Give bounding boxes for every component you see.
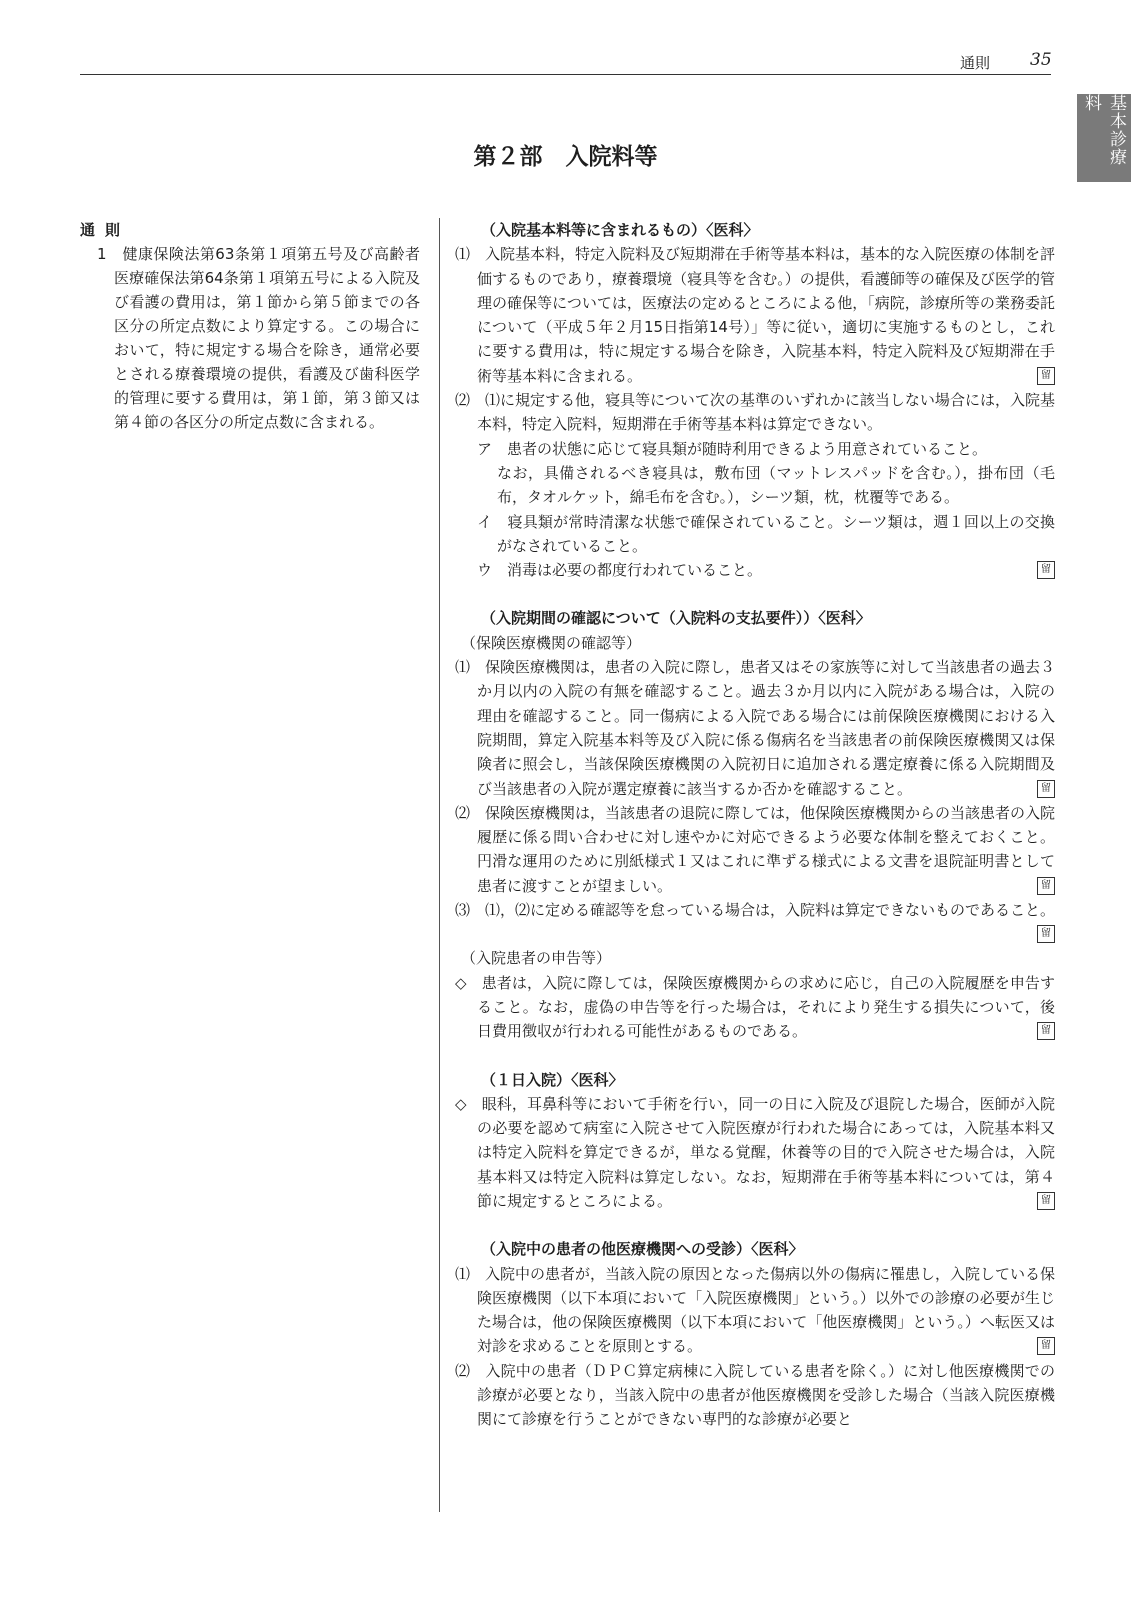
sub-heading: （入院患者の申告等） <box>461 949 612 968</box>
paragraph: ⑵ ⑴に規定する他，寝具等について次の基準のいずれかに該当しない場合には，入院基本料，特定入院料，短期滞在手術等基本料は算定できない。 <box>455 391 1055 434</box>
notice-mark-icon: 留 <box>1037 1337 1055 1355</box>
right-column <box>455 218 1055 1432</box>
notice-mark-icon: 留 <box>1037 1022 1055 1040</box>
section-heading: （入院中の患者の他医療機関への受診）〈医科〉 <box>481 1240 804 1259</box>
paragraph <box>455 898 1056 940</box>
paragraph-text: ◇ 眼科，耳鼻科等において手術を行い，同一の日に入院及び退院した場合，医師が入院の必要を認めて病室に入院させて入院医療が行われた場合にあっては，入院基本料又は特定入院料を算定できるが，単なる覚醒，休養等の目的で入院させた場合は，入院基本料又は特定入院料は算定しない。なお，短期滞在手術等基本料については，第４節に規定するところによる。 <box>455 1094 1055 1210</box>
paragraph <box>455 801 1055 898</box>
sub-paragraph <box>455 558 1055 582</box>
running-header-title: 通則 <box>960 54 991 72</box>
paragraph <box>455 971 1055 1044</box>
section-heading: （１日入院）〈医科〉 <box>481 1070 624 1089</box>
left-column <box>80 218 420 434</box>
paragraph <box>455 1092 1055 1213</box>
section-heading: （入院基本料等に含まれるもの）〈医科〉 <box>481 221 759 239</box>
paragraph-text: ◇ 患者は，入院に際しては，保険医療機関からの求めに応じ，自己の入院履歴を申告すること。なお，虚偽の申告等を行った場合は，それにより発生する損失について，後日費用徴収が行われる可能性があるものである。 <box>455 973 1055 1041</box>
paragraph <box>455 1262 1055 1359</box>
sub-paragraph: イ 寝具類が常時清潔な状態で確保されていること。シーツ類は，週１回以上の交換がなされていること。 <box>477 512 1055 555</box>
sub-paragraph: なお，具備されるべき寝具は，敷布団（マットレスパッドを含む。），掛布団（毛布，タオルケット，綿毛布を含む。），シーツ類，枕，枕覆等である。 <box>497 463 1055 507</box>
notice-mark-icon: 留 <box>1037 1192 1055 1210</box>
column-divider <box>439 218 440 1512</box>
sub-paragraph: ア 患者の状態に応じて寝具類が随時利用できるよう用意されていること。 <box>477 439 988 458</box>
paragraph-text: ⑶ ⑴，⑵に定める確認等を怠っている場合は，入院料は算定できないものであること。 <box>455 901 1056 920</box>
general-rules-heading: 通則 <box>80 221 131 239</box>
paragraph-text: ⑴ 入院基本料，特定入院料及び短期滞在手術等基本料は，基本的な入院医療の体制を評価するものであり，療養環境（寝具等を含む。）の提供，看護師等の確保及び医学的管理の確保等については，医療法の定めるところによる他，「病院，診療所等の業務委託について（平成５年２月15日指第14号）」等に従い，適切に実施するものとし，これに要する費用は，特に規定する場合を除き，入院基本料，特定入院料及び短期滞在手術等基本料に含まれる。 <box>455 245 1056 385</box>
paragraph <box>455 655 1055 801</box>
paragraph <box>455 242 1055 388</box>
paragraph-text: ウ 消毒は必要の都度行われていること。 <box>477 561 763 580</box>
chapter-side-tab: 基本診療料 <box>1077 94 1131 182</box>
page-number: 35 <box>1030 50 1052 70</box>
notice-mark-icon: 留 <box>1037 367 1055 385</box>
notice-mark-icon: 留 <box>1037 561 1055 579</box>
paragraph-text: ⑴ 入院中の患者が，当該入院の原因となった傷病以外の傷病に罹患し，入院している保険医療機関（以下本項において「入院医療機関」という。）以外での診療の必要が生じた場合は，他の保険医療機関（以下本項において「他医療機関」という。）へ転医又は対診を求めることを原則とする。 <box>455 1264 1056 1356</box>
notice-mark-icon: 留 <box>1037 877 1055 895</box>
paragraph-text: ⑵ 保険医療機関は，当該患者の退院に際しては，他保険医療機関からの当該患者の入院履歴に係る問い合わせに対し速やかに対応できるよう必要な体制を整えておくこと。円滑な運用のために別紙様式１又はこれに準ずる様式による文書を退院証明書として患者に渡すことが望ましい。 <box>455 803 1056 895</box>
header-rule <box>80 74 1051 75</box>
section-heading: （入院期間の確認について（入院料の支払要件））〈医科〉 <box>481 609 871 628</box>
sub-heading: （保険医療機関の確認等） <box>461 633 642 652</box>
paragraph: ⑵ 入院中の患者（ＤＰＣ算定病棟に入院している患者を除く。）に対し他医療機関での診療が必要となり，当該入院中の患者が他医療機関を受診した場合（当該入院医療機関にて診療を行うことができない専門的な診療が必要と <box>455 1361 1055 1429</box>
notice-mark-icon: 留 <box>1037 925 1055 943</box>
paragraph-text: ⑴ 保険医療機関は，患者の入院に際し，患者又はその家族等に対して当該患者の過去３か月以内の入院の有無を確認すること。過去３か月以内に入院がある場合は，入院の理由を確認すること。同一傷病による入院である場合には前保険医療機関における入院期間，算定入院基本料等及び入院に係る傷病名を当該患者の前保険医療機関又は保険者に照会し，当該保険医療機関の入院初日に追加される選定療養に係る入院期間及び当該患者の入院が選定療養に該当するか否かを確認すること。 <box>455 658 1056 798</box>
general-rule-item: 1 健康保険法第63条第１項第五号及び高齢者医療確保法第64条第１項第五号による入院及び看護の費用は，第１節から第５節までの各区分の所定点数により算定する。この場合において，特に規定する場合を除き，通常必要とされる療養環境の提供，看護及び歯科医学的管理に要する費用は，第１節，第３節又は第４節の各区分の所定点数に含まれる。 <box>97 245 420 431</box>
part-title: 第２部 入院料等 <box>473 144 658 170</box>
notice-mark-icon: 留 <box>1037 780 1055 798</box>
